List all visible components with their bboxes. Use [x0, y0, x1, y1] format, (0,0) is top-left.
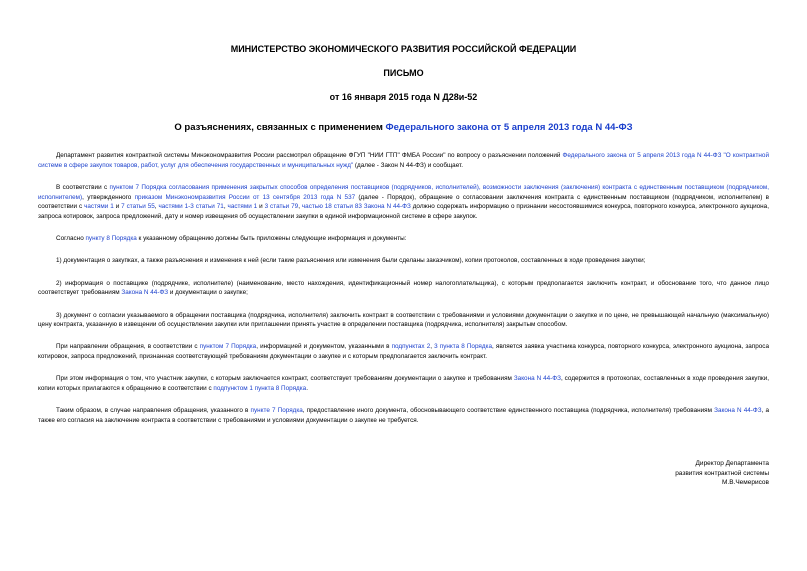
article-link[interactable]: 7 статьи 55 — [121, 203, 155, 211]
procedure-link[interactable]: подпунктах 2 — [391, 343, 431, 351]
document-body — [38, 151, 769, 438]
paragraph-4 — [38, 256, 769, 266]
procedure-link[interactable]: пункте 7 Порядка — [250, 407, 303, 415]
text: 1) документация о закупках, а также разъяснения и изменения к ней (если такие разъяснения или изменения были сделаны заказчиком), копии протоколов, составленных в ходе проведения закупки; — [56, 257, 646, 265]
paragraph-7 — [38, 342, 769, 361]
signatory-name: М.В.Чемерисов — [721, 479, 769, 486]
procedure-link[interactable]: пункту 8 Порядка — [85, 235, 137, 243]
text: 2) информация о поставщике (подрядчике, исполнителе) (наименование, место нахождения, идентификационный номер налогоплательщика), с которым предполагается заключить контракт, и обоснование того, что данное лицо соответствует требованиям — [38, 279, 769, 297]
text: , является заявка участника конкурса, повторного конкурса, электронного аукциона, запроса котировок, запроса предложений, признанная соответствующей требованиям документации о закупке и с которым предполагается заключить контракт. — [38, 343, 769, 361]
document-date-number: от 16 января 2015 года N Д28и-52 — [329, 92, 478, 102]
signatory-department: развития контрактной системы — [675, 469, 769, 477]
signature-block — [675, 459, 769, 488]
text: (далее - Закон N 44-ФЗ) и сообщает. — [353, 161, 463, 169]
procedure-link[interactable]: пунктом 7 Порядка — [199, 343, 257, 351]
text: к указанному обращению должны быть приложены следующие информация и документы: — [136, 235, 407, 243]
subject-text: О разъяснениях, связанных с применением — [174, 122, 386, 133]
article-link[interactable]: частями 1 — [227, 203, 258, 211]
article-link[interactable]: частями 1 — [84, 203, 114, 211]
paragraph-6 — [38, 311, 769, 330]
text: и — [257, 203, 265, 211]
text: , — [223, 203, 228, 211]
text: 3) документ о согласии указываемого в обращении поставщика (подрядчика, исполнителя) заключить контракт в соответствии с требованиями и условиями документации о закупке и по цене, не превышающей начальную (максимальную) цену контракта, указанную в извещении об осуществлении закупки или приглашении принять участие в определении поставщика (подрядчика, исполнителя) закрытым способом. — [38, 311, 769, 329]
procedure-link[interactable]: подпунктом 1 пункта 8 Порядка — [213, 385, 307, 393]
text: Департамент развития контрактной системы Минэкономразвития России рассмотрел обращение ФГУП "НИИ ГТП" ФМБА России" по вопросу о разъяснении положений — [56, 152, 563, 159]
paragraph-2 — [38, 183, 769, 222]
text: Таким образом, в случае направления обращения, указанного в — [56, 407, 251, 415]
paragraph-3 — [38, 234, 769, 244]
paragraph-9 — [38, 406, 769, 425]
text: Согласно — [56, 235, 86, 243]
signatory-title: Директор Департамента — [695, 460, 769, 467]
text: , содержится в протоколах, составленных в ходе проведения закупки, копии которых прилагаются к обращению в соответствии с — [38, 375, 769, 393]
text: , предоставление иного документа, обосновывающего соответствие единственного поставщика (подрядчика, исполнителя) требованиям — [302, 407, 715, 415]
text: , — [430, 343, 435, 351]
article-link[interactable]: частью 18 статьи 83 Закона N 44-ФЗ — [301, 203, 411, 211]
text: (далее - Порядок), обращение о согласовании заключения контракта с единственным поставщиком (подрядчиком, исполнителем) в соответствии с — [38, 193, 769, 211]
text: , информацией и документом, указанными в — [256, 343, 392, 351]
procedure-link[interactable]: 3 пункта 8 Порядка — [434, 343, 492, 351]
law-link[interactable]: Закона N 44-ФЗ — [121, 289, 169, 297]
article-link[interactable]: 3 статьи 79 — [264, 203, 299, 211]
procedure-link[interactable]: пунктом 7 Порядка согласования применения закрытых способов определения поставщиков (подрядчиков, исполнителей), возможности заключения (заключения) контракта с единственным поставщиком (подрядчиком, исполнителем) — [38, 183, 769, 201]
paragraph-5 — [38, 279, 769, 298]
text: При направлении обращения, в соответствии с — [56, 343, 200, 351]
law-link[interactable]: Закона N 44-ФЗ — [714, 407, 762, 415]
text: и — [113, 203, 122, 211]
federal-law-link[interactable]: Федерального закона от 5 апреля 2013 года N 44-ФЗ — [385, 122, 633, 133]
document-subject — [0, 122, 807, 133]
text: При этом информация о том, что участник закупки, с которым заключается контракт, соответствует требованиям документации о закупке и требованиям — [56, 375, 514, 383]
paragraph-1 — [38, 151, 769, 170]
text: должно содержать информацию о признании несостоявшимися конкурса, повторного конкурса, электронного аукциона, запроса котировок, запроса предложений, дату и номер извещения об осуществлении закупки в единой информационной системе в сфере закупок. — [38, 203, 769, 221]
ministry-title: МИНИСТЕРСТВО ЭКОНОМИЧЕСКОГО РАЗВИТИЯ РОССИЙСКОЙ ФЕДЕРАЦИИ — [230, 44, 577, 54]
article-link[interactable]: частями 1-3 статьи 71 — [158, 203, 224, 211]
text: В соответствии с — [56, 183, 110, 191]
text: , утвержденного — [82, 193, 135, 201]
text: , — [154, 203, 159, 211]
law-link[interactable]: Закона N 44-ФЗ — [513, 375, 561, 383]
paragraph-8 — [38, 374, 769, 393]
law-link[interactable]: Федерального закона от 5 апреля 2013 года N 44-ФЗ "О контрактной системе в сфере закупок товаров, работ, услуг для обеспечения государственных и муниципальных нужд" — [38, 152, 769, 169]
text: и документации о закупке; — [168, 289, 248, 297]
order-link[interactable]: приказом Минэкономразвития России от 13 сентября 2013 года N 537 — [134, 193, 356, 201]
text: . — [306, 385, 308, 393]
text: , а также его согласия на заключение контракта в соответствии с требованиями и условиями документации о закупке не требуется. — [38, 407, 770, 424]
text: , — [298, 203, 302, 211]
document-type: ПИСЬМО — [383, 68, 424, 78]
